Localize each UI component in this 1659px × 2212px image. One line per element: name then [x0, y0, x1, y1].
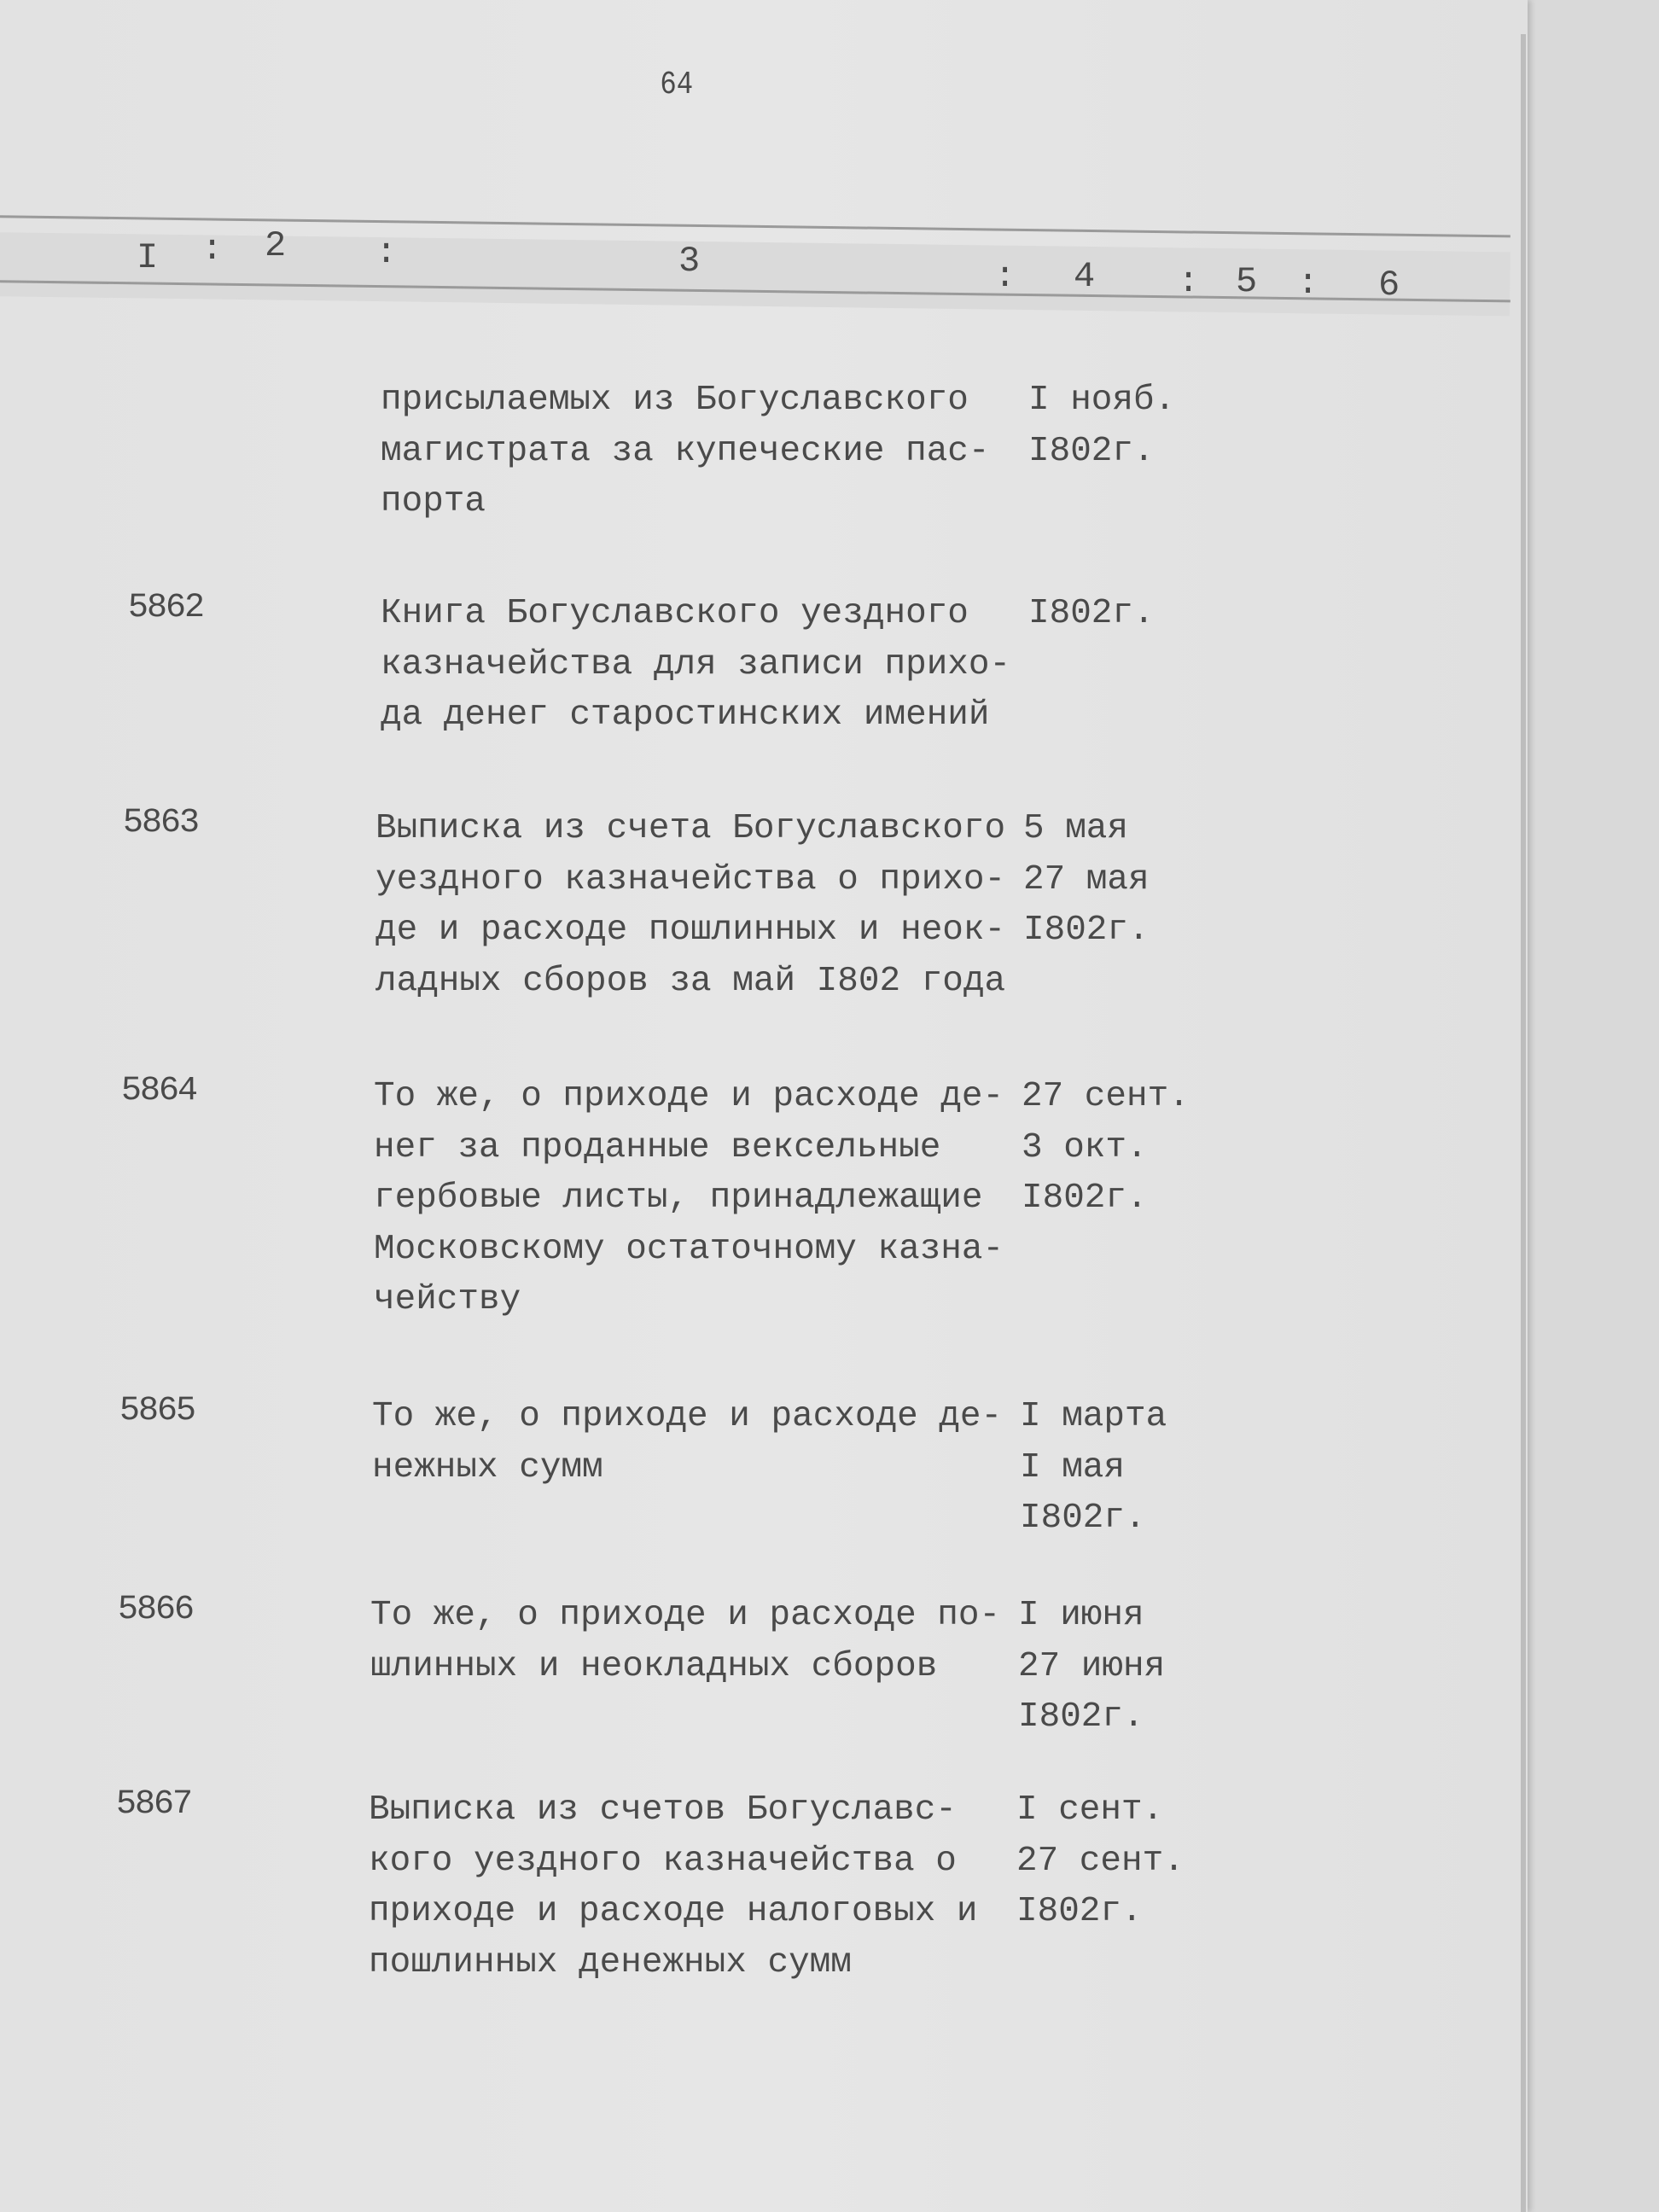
column-header-6: 6 — [1378, 265, 1400, 306]
entry-dates — [1018, 1591, 1165, 1743]
description-line: Московскому остаточному казна- — [374, 1229, 1004, 1269]
page-number: 64 — [660, 67, 694, 103]
date-line: I802г. — [1023, 911, 1150, 950]
date-line: I мая — [1020, 1447, 1126, 1487]
date-line: I июня — [1018, 1596, 1144, 1635]
date-line: 27 июня — [1018, 1646, 1166, 1686]
entry-description — [381, 589, 1010, 742]
description-line: нежных сумм — [372, 1447, 603, 1487]
description-line: приходе и расходе налоговых и — [369, 1892, 978, 1931]
date-line: I сент. — [1016, 1790, 1164, 1830]
date-line: I802г. — [1028, 431, 1155, 471]
date-line: I нояб. — [1028, 381, 1176, 420]
entry-number: 5866 — [118, 1591, 194, 1629]
column-header-2: 2 — [265, 225, 287, 266]
entry-description — [375, 804, 1005, 1007]
date-line: I марта — [1020, 1397, 1167, 1436]
column-separator: : — [994, 256, 1016, 297]
entry-description — [372, 1392, 1002, 1493]
description-line: чейству — [374, 1280, 521, 1319]
entry-dates — [1028, 375, 1175, 477]
date-line: 27 сент. — [1022, 1077, 1190, 1116]
entry-description — [369, 1785, 978, 1988]
entry-description — [370, 1591, 1000, 1692]
description-line: присылаемых из Богуславского — [381, 381, 969, 420]
entry-description — [381, 375, 990, 528]
description-line: То же, о приходе и расходе по- — [370, 1596, 1001, 1635]
column-header-3: 3 — [678, 241, 701, 282]
date-line: 5 мая — [1023, 809, 1129, 848]
date-line: I802г. — [1028, 594, 1155, 633]
description-line: уездного казначейства о прихо- — [375, 859, 1006, 899]
description-line: То же, о приходе и расходе де- — [374, 1077, 1004, 1116]
entry-number: 5863 — [123, 804, 199, 842]
description-line: кого уездного казначейства о — [369, 1841, 957, 1881]
entry-dates — [1022, 1072, 1190, 1225]
description-line: де и расходе пошлинных и неок- — [375, 911, 1006, 950]
column-separator: : — [1178, 261, 1200, 302]
column-separator: : — [1297, 263, 1319, 304]
entry-number: 5865 — [119, 1392, 195, 1430]
entry-dates — [1028, 589, 1155, 640]
entry-description — [374, 1072, 1004, 1326]
entry-dates — [1020, 1392, 1167, 1545]
description-line: нег за проданные вексельные — [374, 1127, 941, 1167]
date-line: I802г. — [1016, 1892, 1143, 1931]
description-line: да денег старостинских имений — [381, 696, 990, 735]
description-line: То же, о приходе и расходе де- — [372, 1397, 1003, 1436]
page-edge — [1521, 34, 1526, 2212]
date-line: 27 мая — [1023, 859, 1150, 899]
entry-number: 5862 — [128, 589, 204, 627]
column-header-1: I — [137, 237, 159, 278]
description-line: магистрата за купеческие пас- — [381, 431, 990, 471]
column-separator: : — [375, 232, 398, 273]
entry-dates — [1023, 804, 1150, 957]
date-line: I802г. — [1018, 1697, 1144, 1737]
entry-dates — [1016, 1785, 1185, 1938]
description-line: Выписка из счетов Богуславс- — [369, 1790, 957, 1830]
description-line: Выписка из счета Богуславского — [375, 809, 1006, 848]
entry-number: 5864 — [121, 1072, 197, 1110]
date-line: 27 сент. — [1016, 1841, 1185, 1881]
entry-number: 5867 — [116, 1785, 192, 1824]
description-line: порта — [381, 482, 486, 521]
date-line: I802г. — [1022, 1179, 1148, 1218]
column-separator: : — [201, 229, 224, 270]
description-line: ладных сборов за май I802 года — [375, 961, 1006, 1001]
description-line: гербовые листы, принадлежащие — [374, 1179, 983, 1218]
column-header-4: 4 — [1074, 256, 1096, 297]
description-line: казначейства для записи прихо- — [381, 644, 1011, 684]
date-line: I802г. — [1020, 1499, 1146, 1538]
description-line: пошлинных денежных сумм — [369, 1942, 852, 1982]
date-line: 3 окт. — [1022, 1127, 1148, 1167]
column-header-5: 5 — [1236, 261, 1258, 302]
description-line: Книга Богуславского уездного — [381, 594, 969, 633]
description-line: шлинных и неокладных сборов — [370, 1646, 938, 1686]
